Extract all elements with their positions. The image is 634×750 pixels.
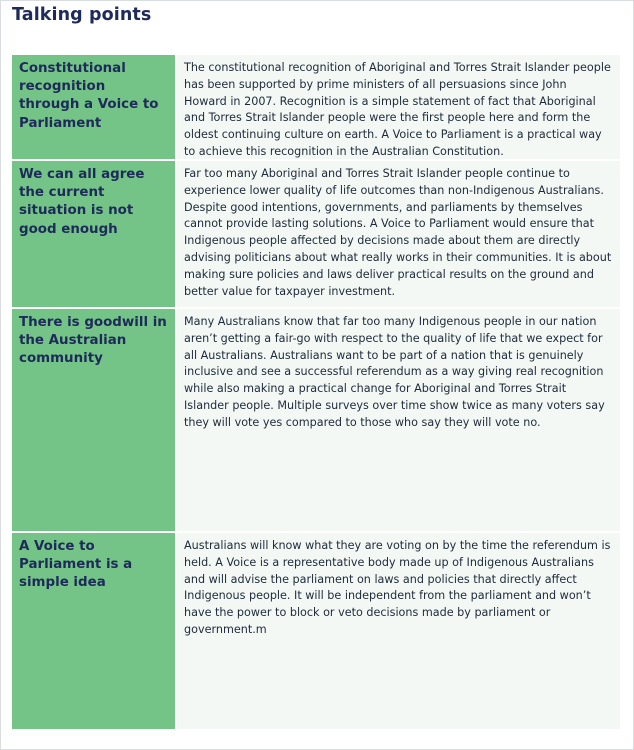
row-heading: There is goodwill in the Australian community [12, 309, 175, 531]
page-title: Talking points [12, 5, 152, 25]
table-row [12, 55, 620, 159]
talking-points-table [12, 55, 620, 729]
row-heading: We can all agree the current situation is not good enough [12, 161, 175, 307]
table-row [12, 531, 620, 729]
table-row [12, 307, 620, 531]
row-text: Far too many Aboriginal and Torres Strait Islander people continue to experience lower quality of life outcomes than non-Indigenous Australians. Despite good intentions, governments, and parliaments by themselves cannot provide lasting solutions. A Voice to Parliament would ensure that Indigenous people affected by decisions made about them are directly advising politicians about what really works in their communities. It is about making sure policies and laws deliver practical results on the ground and better value for taxpayer investment. [175, 161, 620, 307]
row-text: Many Australians know that far too many Indigenous people in our nation aren’t getting a fair-go with respect to the quality of life that we expect for all Australians. Australians want to be part of a nation that is genuinely inclusive and see a successful referendum as a way giving real recognition while also making a practical change for Aboriginal and Torres Strait Islander people. Multiple surveys over time show twice as many voters say they will vote yes compared to those who say they will vote no. [175, 309, 620, 531]
table-row [12, 159, 620, 307]
row-heading: Constitutional recognition through a Voice to Parliament [12, 55, 175, 159]
row-text: Australians will know what they are voting on by the time the referendum is held. A Voice is a representative body made up of Indigenous Australians and will advise the parliament on laws and policies that directly affect Indigenous people. It will be independent from the parliament and won’t have the power to block or veto decisions made by parliament or government.m [175, 533, 620, 729]
row-heading: A Voice to Parliament is a simple idea [12, 533, 175, 729]
row-text: The constitutional recognition of Aboriginal and Torres Strait Islander people has been supported by prime ministers of all persuasions since John Howard in 2007. Recognition is a simple statement of fact that Aboriginal and Torres Strait Islander people were the first people here and form the oldest continuing culture on earth. A Voice to Parliament is a practical way to achieve this recognition in the Australian Constitution. [175, 55, 620, 159]
